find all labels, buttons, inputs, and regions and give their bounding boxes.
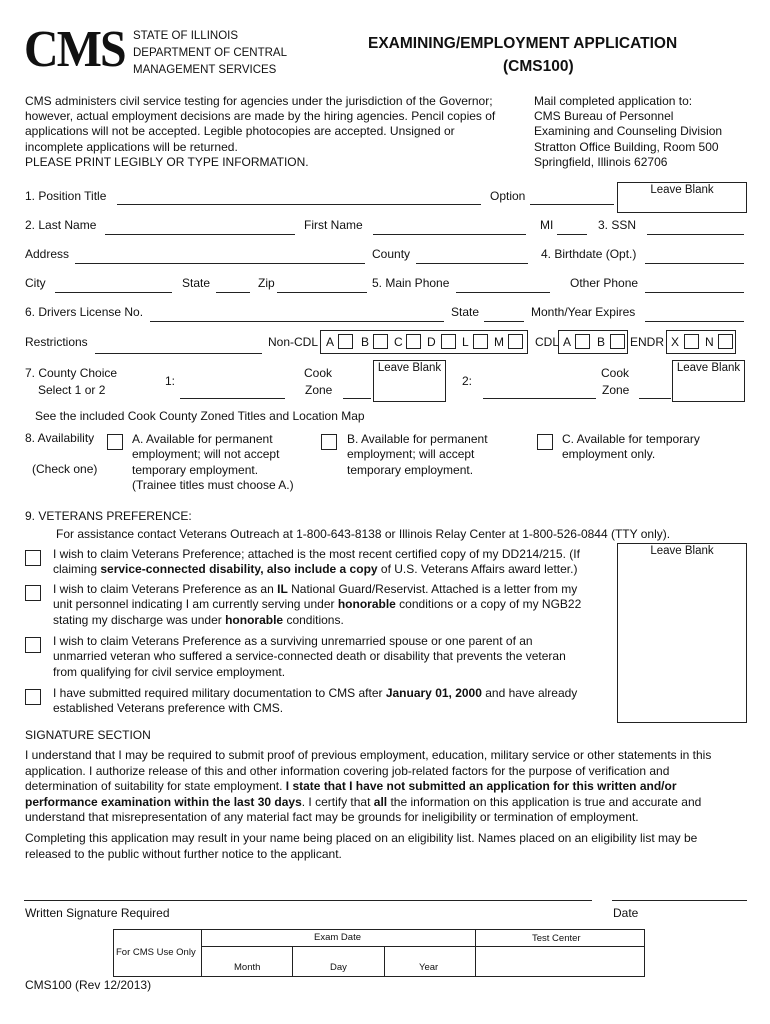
dl-state-label: State <box>451 305 480 319</box>
option-field[interactable] <box>530 204 614 205</box>
year-label: Year <box>419 962 439 973</box>
mail-line-3: Examining and Counseling Division <box>534 124 723 138</box>
availability-b-line-1: B. Available for permanent <box>347 432 488 446</box>
cms-logo: CMS <box>24 21 125 78</box>
last-name-field[interactable] <box>105 234 295 235</box>
noncdl-d-label: D <box>427 335 436 349</box>
choice-2-label: 2: <box>462 374 473 388</box>
veterans-option-3-checkbox[interactable] <box>25 637 41 653</box>
mail-line-5: Springfield, Illinois 62706 <box>534 155 668 169</box>
city-field[interactable] <box>55 292 172 293</box>
signature-text-line-1: I understand that I may be required to submit proof of previous employment, education, military service or other statements in this <box>25 748 712 762</box>
veterans-option-3-line-1: I wish to claim Veterans Preference as a surviving unremarried spouse or one parent of an <box>53 634 533 648</box>
county-choice-label: 7. County Choice <box>25 366 118 380</box>
veterans-option-4-line-1: I have submitted required military documentation to CMS after January 01, 2000 and have already <box>53 686 578 700</box>
mi-field[interactable] <box>557 234 587 235</box>
endr-label: ENDR <box>630 335 665 349</box>
cdl-a-label: A <box>563 335 572 349</box>
expires-label: Month/Year Expires <box>531 305 636 319</box>
noncdl-l-label: L <box>462 335 469 349</box>
county-field[interactable] <box>416 263 528 264</box>
zip-label: Zip <box>258 276 275 290</box>
availability-b-line-2: employment; will accept <box>347 447 475 461</box>
availability-a-checkbox[interactable] <box>107 434 123 450</box>
leave-blank-box-4: Leave Blank <box>617 543 747 723</box>
signature-field[interactable] <box>24 900 592 901</box>
availability-a-line-3: temporary employment. <box>132 463 259 477</box>
birthdate-field[interactable] <box>645 263 744 264</box>
choice-1-label: 1: <box>165 374 176 388</box>
intro-line-5: PLEASE PRINT LEGIBLY OR TYPE INFORMATION. <box>25 155 309 169</box>
check-one-label: (Check one) <box>32 462 98 476</box>
leave-blank-box-3: Leave Blank <box>672 360 745 402</box>
choice-2-field[interactable] <box>483 398 596 399</box>
other-phone-field[interactable] <box>645 292 744 293</box>
mail-line-4: Stratton Office Building, Room 500 <box>534 140 719 154</box>
veterans-option-1-line-2: claiming service-connected disability, also include a copy of U.S. Veterans Affairs award letter.) <box>53 562 578 576</box>
noncdl-b-label: B <box>361 335 370 349</box>
date-label: Date <box>613 906 639 920</box>
restrictions-label: Restrictions <box>25 335 88 349</box>
veterans-option-2-line-3: stating my discharge was under honorable conditions. <box>53 613 344 627</box>
non-cdl-label: Non-CDL <box>268 335 319 349</box>
last-name-label: 2. Last Name <box>25 218 97 232</box>
veterans-option-2-checkbox[interactable] <box>25 585 41 601</box>
leave-blank-box-1: Leave Blank <box>617 182 747 213</box>
availability-label: 8. Availability <box>25 431 95 445</box>
endr-group-box <box>666 330 736 354</box>
cdl-b-label: B <box>597 335 606 349</box>
first-name-label: First Name <box>304 218 363 232</box>
availability-a-line-4: (Trainee titles must choose A.) <box>132 478 294 492</box>
cdl-group-box <box>558 330 628 354</box>
cdl-label: CDL <box>535 335 560 349</box>
position-title-label: 1. Position Title <box>25 189 107 203</box>
veterans-option-2-line-1: I wish to claim Veterans Preference as an IL National Guard/Reservist. Attached is a letter from my <box>53 582 578 596</box>
city-label: City <box>25 276 46 290</box>
county-label: County <box>372 247 411 261</box>
restrictions-field[interactable] <box>95 353 262 354</box>
veterans-option-4-checkbox[interactable] <box>25 689 41 705</box>
endr-x-label: X <box>671 335 680 349</box>
ssn-label: 3. SSN <box>598 218 637 232</box>
zone-label-1: Zone <box>305 383 333 397</box>
cms-use-only-label: For CMS Use Only <box>116 947 196 958</box>
veterans-option-1-checkbox[interactable] <box>25 550 41 566</box>
intro-line-4: incomplete applications will be returned. <box>25 140 238 154</box>
mail-line-2: CMS Bureau of Personnel <box>534 109 674 123</box>
zone-label-2: Zone <box>602 383 630 397</box>
availability-a-line-1: A. Available for permanent <box>132 432 273 446</box>
ssn-field[interactable] <box>647 234 744 235</box>
veterans-option-1-line-1: I wish to claim Veterans Preference; attached is the most recent certified copy of my DD214/215. (If <box>53 547 580 561</box>
intro-line-3: applications will not be accepted. Legible photocopies are accepted. Unsigned or <box>25 124 455 138</box>
drivers-license-label: 6. Drivers License No. <box>25 305 144 319</box>
non-cdl-group-box <box>320 330 528 354</box>
eligibility-text-line-1: Completing this application may result in your name being placed on an eligibility list. Names placed on an eligibility list may be <box>25 831 698 845</box>
exam-date-label: Exam Date <box>314 932 361 943</box>
leave-blank-box-2: Leave Blank <box>373 360 446 402</box>
state-label: State <box>182 276 211 290</box>
signature-text-line-5: understand that misrepresentation of any material fact may be grounds for ineligibility or termination of employment. <box>25 810 639 824</box>
agency-line-3: MANAGEMENT SERVICES <box>133 64 277 76</box>
intro-line-1: CMS administers civil service testing for agencies under the jurisdiction of the Governor; <box>25 94 493 108</box>
availability-c-line-2: employment only. <box>562 447 656 461</box>
veterans-contact: For assistance contact Veterans Outreach at 1-800-643-8138 or Illinois Relay Center at 1-800-526-0844 (TTY only). <box>56 527 671 541</box>
veterans-heading: 9. VETERANS PREFERENCE: <box>25 509 192 523</box>
month-label: Month <box>234 962 261 973</box>
address-label: Address <box>25 247 70 261</box>
eligibility-text-line-2: released to the public without further notice to the applicant. <box>25 847 342 861</box>
form-title: EXAMINING/EMPLOYMENT APPLICATION <box>368 35 678 52</box>
availability-c-checkbox[interactable] <box>537 434 553 450</box>
test-center-label: Test Center <box>532 933 581 944</box>
noncdl-a-label: A <box>326 335 335 349</box>
agency-line-1: STATE OF ILLINOIS <box>133 30 239 42</box>
main-phone-label: 5. Main Phone <box>372 276 450 290</box>
endr-n-label: N <box>705 335 714 349</box>
cook-label-2: Cook <box>601 366 630 380</box>
written-signature-label: Written Signature Required <box>25 906 170 920</box>
cook-label-1: Cook <box>304 366 333 380</box>
state-field[interactable] <box>216 292 250 293</box>
other-phone-label: Other Phone <box>570 276 639 290</box>
noncdl-c-label: C <box>394 335 403 349</box>
form-code: (CMS100) <box>503 58 574 75</box>
signature-text-line-3: determination of suitability for state employment. I state that I have not submitted an application for this written and/or <box>25 779 677 793</box>
option-label: Option <box>490 189 526 203</box>
main-phone-field[interactable] <box>456 292 550 293</box>
veterans-option-3-line-3: from qualifying for civil service employment. <box>53 665 286 679</box>
mail-line-1: Mail completed application to: <box>534 94 693 108</box>
agency-line-2: DEPARTMENT OF CENTRAL <box>133 47 287 59</box>
zip-field[interactable] <box>277 292 367 293</box>
day-label: Day <box>330 962 347 973</box>
expires-field[interactable] <box>645 321 744 322</box>
date-field[interactable] <box>612 900 747 901</box>
birthdate-label: 4. Birthdate (Opt.) <box>541 247 637 261</box>
availability-b-line-3: temporary employment. <box>347 463 474 477</box>
veterans-option-3-line-2: unmarried veteran who suffered a service-connected death or disability that prevents the veteran <box>53 649 566 663</box>
cook-county-note: See the included Cook County Zoned Titles and Location Map <box>35 409 365 423</box>
position-title-field[interactable] <box>117 204 481 205</box>
intro-line-2: however, actual employment decisions are made by the hiring agencies. Pencil copies of <box>25 109 496 123</box>
county-choice-sublabel: Select 1 or 2 <box>38 383 106 397</box>
signature-text-line-4: performance examination within the last 30 days. I certify that all the information on this application is true and accurate and <box>25 795 702 809</box>
drivers-license-field[interactable] <box>150 321 444 322</box>
form-revision: CMS100 (Rev 12/2013) <box>25 978 152 992</box>
zone-2-field[interactable] <box>639 398 671 399</box>
veterans-option-4-line-2: established Veterans preference with CMS. <box>53 701 284 715</box>
first-name-field[interactable] <box>373 234 526 235</box>
zone-1-field[interactable] <box>343 398 371 399</box>
availability-b-checkbox[interactable] <box>321 434 337 450</box>
choice-1-field[interactable] <box>180 398 285 399</box>
signature-text-line-2: application. I authorize release of this and other information covering job-related factors for the purpose of verification and <box>25 764 670 778</box>
signature-heading: SIGNATURE SECTION <box>25 728 151 742</box>
mi-label: MI <box>540 218 554 232</box>
availability-c-line-1: C. Available for temporary <box>562 432 700 446</box>
veterans-option-2-line-2: unit personnel indicating I am currently serving under honorable conditions or a copy of my NGB22 <box>53 597 582 611</box>
availability-a-line-2: employment; will not accept <box>132 447 280 461</box>
noncdl-m-label: M <box>494 335 504 349</box>
dl-state-field[interactable] <box>484 321 524 322</box>
address-field[interactable] <box>75 263 365 264</box>
